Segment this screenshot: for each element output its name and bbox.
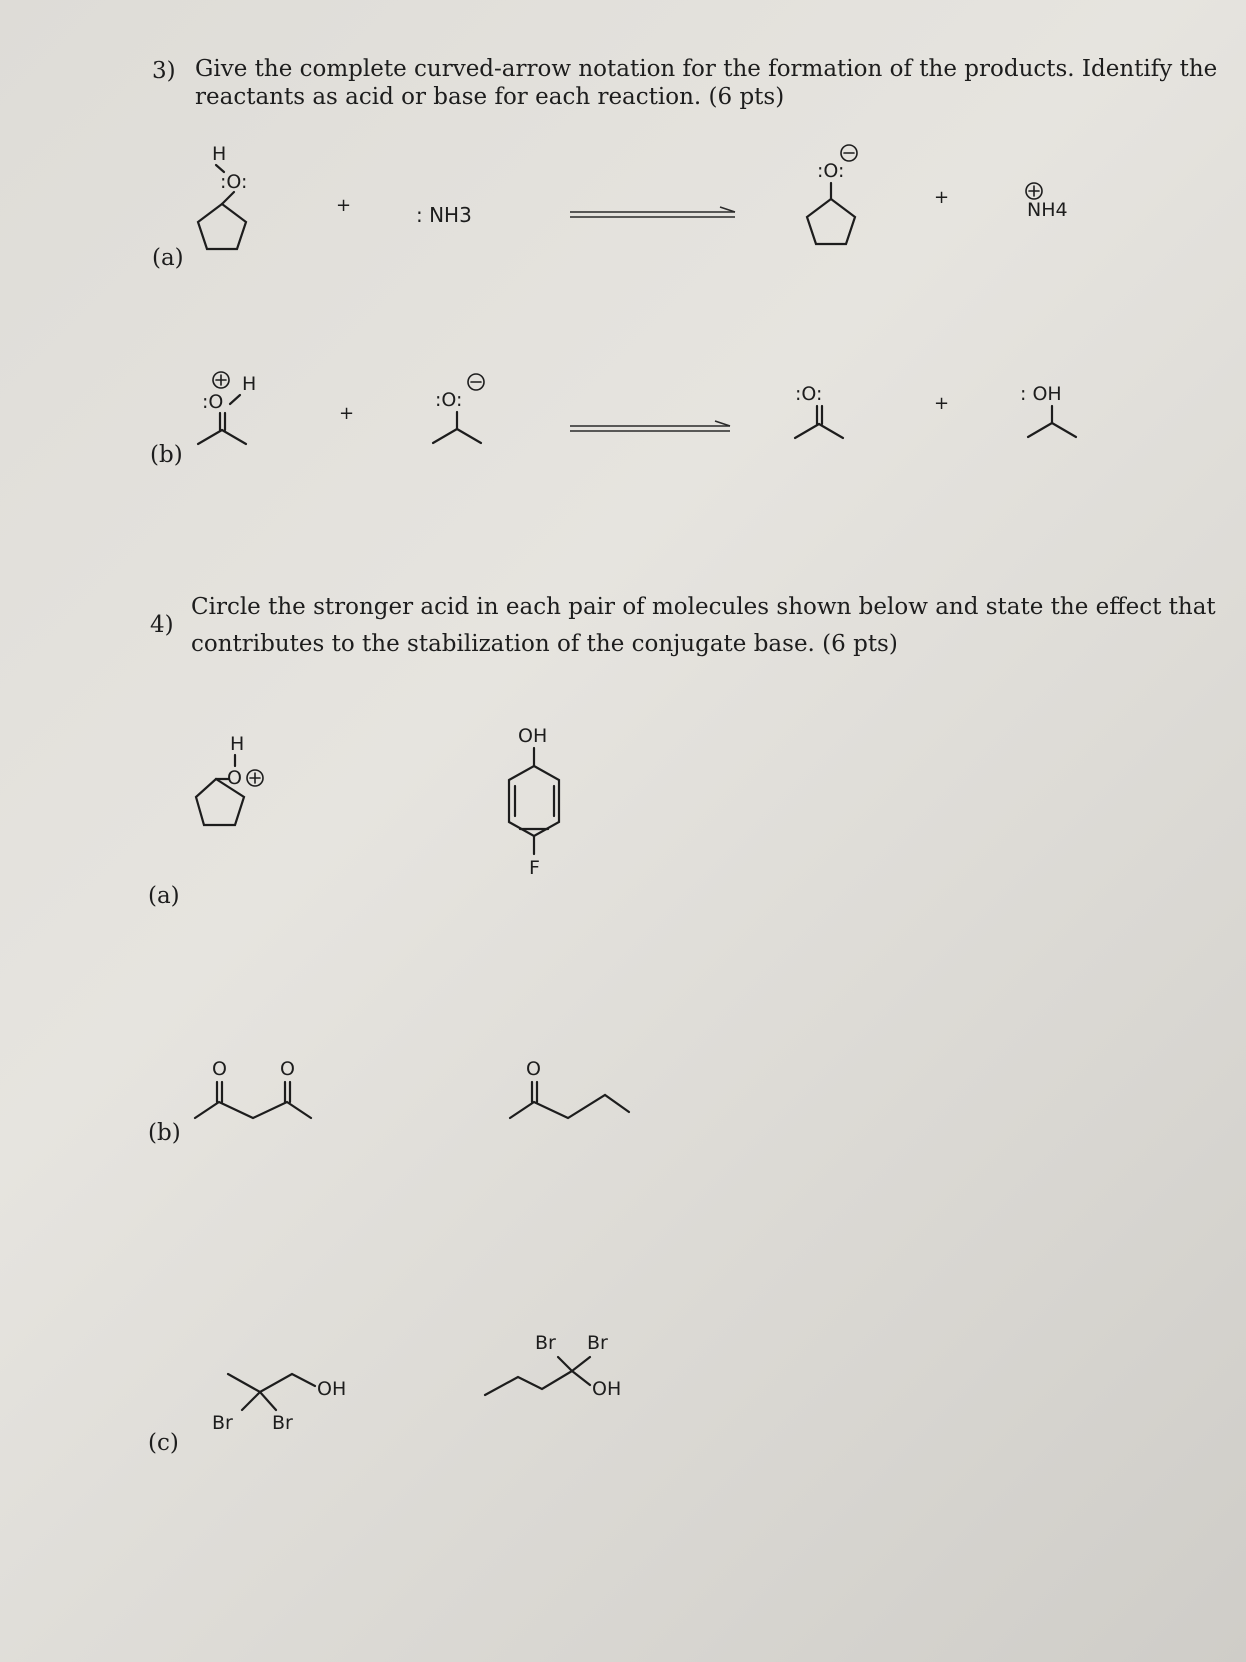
- q3b-product-isopropanol: [1018, 372, 1118, 450]
- q4a-m1-positive-charge: [247, 770, 263, 786]
- q4b-m2-o-label: O: [526, 1058, 541, 1080]
- q4a-molecule-1-protonated-ether: [190, 730, 280, 840]
- q3a-reactant-cyclopentanol-protonated: [190, 140, 270, 255]
- q4a-molecule-2-4-fluorophenol: [488, 722, 578, 887]
- q4c-m1-oh-label: OH: [317, 1378, 347, 1400]
- q3a-product-ammonium: [1025, 182, 1115, 227]
- q4b-label: (b): [148, 1120, 181, 1146]
- q4-instruction-line2: contributes to the stabilization of the conjugate base. (6 pts): [191, 631, 898, 657]
- q3-instruction-line1: Give the complete curved-arrow notation for the formation of the products. Identify the: [195, 56, 1218, 82]
- q3a-plus-1: +: [336, 195, 352, 216]
- q3a-label: (a): [152, 245, 184, 271]
- q3a-p2-label: NH4: [1027, 199, 1068, 221]
- q3b-reactant-isopropoxide: [425, 372, 515, 452]
- q4c-m1-br1-label: Br: [212, 1412, 233, 1434]
- q4c-molecule-1-dibromo-alcohol: [200, 1360, 360, 1440]
- q3-instruction-line2: reactants as acid or base for each reaction. (6 pts): [195, 84, 785, 110]
- q4c-m1-br2-label: Br: [272, 1412, 293, 1434]
- q3a-r1-h-label: H: [212, 143, 227, 165]
- q3b-p1-o-label: :O:: [795, 383, 823, 405]
- q3b-label: (b): [150, 442, 183, 468]
- q3b-equilibrium-arrow: [570, 424, 740, 436]
- q4c-label: (c): [148, 1430, 179, 1456]
- q3-number: 3): [152, 58, 176, 84]
- q3b-p2-o-label: : OH: [1020, 383, 1062, 405]
- q4b-m1-o2-label: O: [280, 1058, 295, 1080]
- q4c-m2-br1-label: Br: [535, 1332, 556, 1354]
- q4a-label: (a): [148, 883, 180, 909]
- q3a-equilibrium-arrow: [570, 210, 740, 222]
- q4a-m1-h-label: H: [230, 733, 245, 755]
- q3b-r2-o-label: :O:: [435, 389, 463, 411]
- q3a-product-cyclopentoxide: [797, 142, 887, 252]
- q3b-r1-positive-charge: [213, 372, 229, 388]
- q3a-plus-2: +: [934, 187, 950, 208]
- q4-number: 4): [150, 612, 174, 638]
- q4c-m2-br2-label: Br: [587, 1332, 608, 1354]
- q3b-plus-2: +: [934, 393, 950, 414]
- q3a-r1-o-label: :O:: [220, 171, 248, 193]
- q3b-reactant-protonated-acetone: [190, 368, 290, 458]
- q3b-r1-o-label: :O: [202, 391, 224, 413]
- q4-instruction-line1: Circle the stronger acid in each pair of molecules shown below and state the effect that: [191, 594, 1216, 620]
- q3a-ammonia-text: : NH3: [416, 203, 472, 227]
- q3b-r1-h-label: H: [242, 373, 257, 395]
- q4a-m1-o-label: O: [227, 767, 242, 789]
- q3b-plus-1: +: [339, 403, 355, 424]
- q4b-m1-o1-label: O: [212, 1058, 227, 1080]
- q3a-p1-negative-charge: [841, 145, 857, 161]
- q3a-p2-positive-charge: [1026, 183, 1042, 199]
- q4c-molecule-2-dibromo-alcohol: [480, 1325, 650, 1405]
- q4a-m2-f-label: F: [529, 857, 540, 879]
- q3b-product-acetone: [790, 378, 880, 450]
- q3b-r2-negative-charge: [468, 374, 484, 390]
- q4b-molecule-1-diketone: [190, 1055, 330, 1135]
- q4b-molecule-2-butanone: [505, 1055, 645, 1135]
- q4c-m2-oh-label: OH: [592, 1378, 622, 1400]
- q4a-m2-oh-label: OH: [518, 725, 548, 747]
- q3a-ammonia: [416, 203, 472, 227]
- q3a-p1-o-label: :O:: [817, 160, 845, 182]
